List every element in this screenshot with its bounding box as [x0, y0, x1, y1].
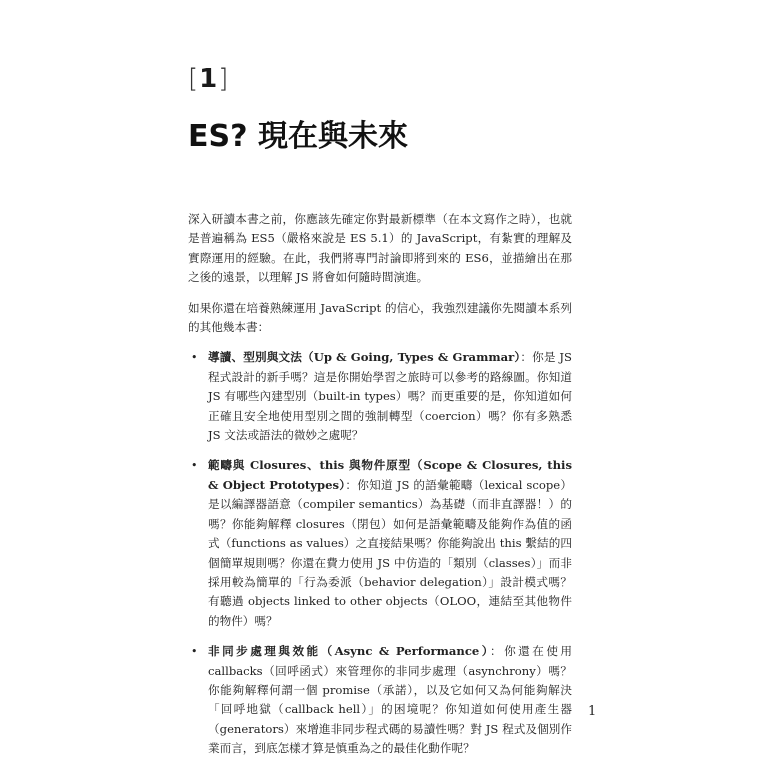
bullet-icon: •: [191, 459, 198, 473]
book-title: 導讀、型別與文法（Up & Going, Types & Grammar）: [208, 350, 521, 365]
book-description: ：你是 JS 程式設計的新手嗎？這是你開始學習之旅時可以參考的路線圖。你知道 JS 有哪些內建型別（built-in types）嗎？而更重要的是，你知道如何正確且安全地使用型別之間的強制轉型（coercion）嗎？你有多熟悉 JS 文法或語法的微妙之處呢？: [208, 350, 573, 443]
chapter-title: ES? 現在與未來: [188, 119, 408, 154]
chapter-number-digit: 1: [199, 64, 219, 94]
book-description: ：你知道 JS 的語彙範疇（lexical scope）是以編譯器語意（compiler semantics）為基礎（而非直譯器！）的嗎？你能夠解釋 closures（閉包）如何是語彙範疇及能夠作為值的函式（functions as values）之直接結果嗎？你能夠說出 this 繫結的四個簡單規則嗎？你還在費力使用 JS 中仿造的「類別（classes）」而非採用較為簡單的「行為委派（behavior delegation）」設計模式嗎？有聽過 objects linked to other objects（OLOO，連結至其他物件的物件）嗎？: [208, 477, 572, 628]
chapter-body: [188, 210, 572, 770]
bullet-icon: •: [191, 351, 198, 365]
chapter-number: [188, 64, 229, 94]
intro-paragraph: 深入研讀本書之前，你應該先確定你對最新標準（在本文寫作之時），也就是普遍稱為 ES5（嚴格來說是 ES 5.1）的 JavaScript，有紮實的理解及實際運用的經驗。在此，我們將專門討論即將到來的 ES6，並描繪出在那之後的遠景，以理解 JS 將會如何隨時間演進。: [188, 212, 572, 285]
book-description: ：你還在使用 callbacks（回呼函式）來管理你的非同步處理（asynchrony）嗎？你能夠解釋何謂一個 promise（承諾），以及它如何又為何能夠解決「回呼地獄（callback hell）」的困境呢？你知道如何使用產生器（generators）來增進非同步程式碼的易讀性嗎？對 JS 程式及個別作業而言，到底怎樣才算是慎重為之的最佳化動作呢？: [208, 644, 572, 756]
bullet-icon: •: [191, 645, 198, 659]
list-item: [188, 642, 572, 758]
book-list: [188, 348, 572, 758]
page-number: 1: [588, 704, 597, 719]
book-title: 非同步處理與效能（Async & Performance）: [208, 644, 491, 659]
list-item: [188, 456, 572, 631]
chapter-open-bracket: [: [188, 64, 200, 94]
book-title: 範疇與 Closures、this 與物件原型（Scope & Closures, this & Object Prototypes）: [208, 458, 572, 492]
chapter-close-bracket: ]: [218, 64, 230, 94]
series-paragraph: 如果你還在培養熟練運用 JavaScript 的信心，我強烈建議你先閱讀本系列的其他幾本書：: [188, 300, 572, 335]
list-item: [188, 348, 572, 445]
